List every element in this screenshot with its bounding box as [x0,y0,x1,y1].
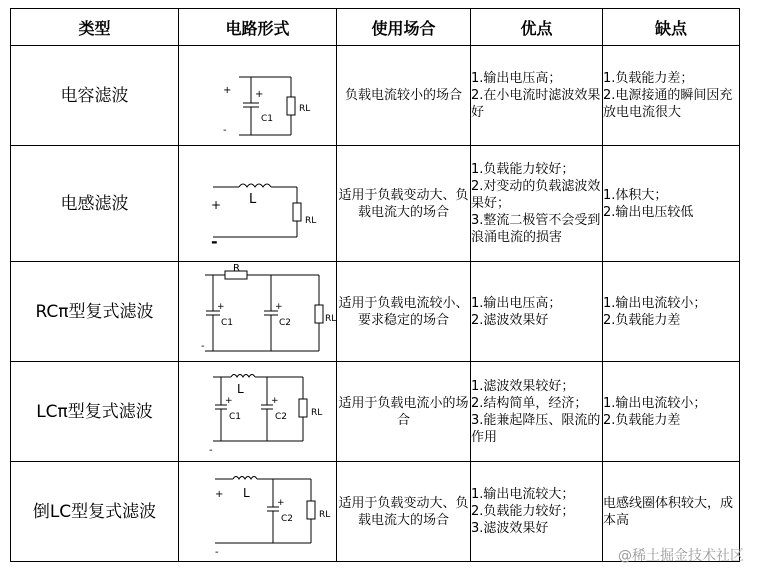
component-label: RL [325,313,337,324]
component-label: C1 [221,317,234,328]
filter-type: 电感滤波 [11,146,179,262]
pro-item: 1.输出电压高； [471,295,562,311]
minus-sign: - [223,124,227,136]
plus-sign: + [217,301,225,312]
pro-item: 2.在小电流时滤波效果好 [471,88,601,120]
cons-cell [603,262,740,362]
pro-item: 2.对变动的负载滤波效果好； [471,179,601,211]
component-label: C2 [281,513,294,524]
con-item: 2.电源接通的瞬间因充放电电流很大 [603,88,733,120]
circuit-diagram [179,146,337,262]
header-type: 类型 [11,9,179,46]
plus-sign: + [255,88,264,100]
con-item: 1.体积大； [603,187,668,203]
component-label: RL [311,407,323,418]
filter-type: 倒LC型复式滤波 [11,462,179,562]
con-item: 1.输出电流较小； [603,295,707,311]
pro-item: 2.结构简单，经济； [471,395,588,411]
pro-item: 1.滤波效果较好； [471,378,575,394]
minus-sign: - [201,340,205,352]
circuit-diagram [179,46,337,146]
filter-type: LCπ型复式滤波 [11,362,179,462]
use-case: 适用于负载电流小的场合 [337,362,471,462]
plus-sign: + [271,395,279,406]
pro-item: 1.输出电压高； [471,71,562,86]
watermark: @稀土掘金技术社区 [618,548,744,564]
use-case: 负载电流较小的场合 [337,46,471,146]
header-cons: 缺点 [603,9,740,46]
con-item: 1.负载能力差； [603,71,694,86]
plus-sign: + [215,488,224,500]
rc-pi-filter-diagram [179,263,337,361]
circuit-diagram [179,262,337,362]
use-case: 适用于负载电流较小、要求稳定的场合 [337,262,471,362]
plus-sign: + [211,197,222,212]
table-row [11,362,740,462]
component-label: C2 [275,411,288,422]
inverted-l-filter-diagram [179,463,337,561]
pro-item: 1.输出电流较大； [471,487,575,502]
pro-item: 2.滤波效果好 [471,312,549,328]
filter-type: 电容滤波 [11,46,179,146]
component-label: R [233,262,240,274]
minus-sign: - [215,546,219,558]
circuit-diagram [179,362,337,462]
component-label: RL [305,215,317,226]
con-item: 1.输出电流较小； [603,395,707,411]
cons-cell [603,146,740,262]
use-case: 适用于负载变动大、负载电流大的场合 [337,146,471,262]
lc-pi-filter-diagram [179,363,337,461]
capacitor-filter-diagram [179,47,337,145]
header-pros: 优点 [471,9,603,46]
use-case: 适用于负载变动大、负载电流大的场合 [337,462,471,562]
component-label: C1 [261,113,274,124]
table-row [11,46,740,146]
table-row [11,262,740,362]
header-circuit: 电路形式 [179,9,337,46]
pro-item: 3.整流二极管不会受到浪涌电流的损害 [471,213,601,245]
component-label: L [249,191,257,207]
plus-sign: + [225,395,233,406]
pros-cell [471,262,603,362]
con-item: 2.负载能力差 [603,412,681,428]
header-row [11,9,740,46]
pros-cell [471,146,603,262]
plus-sign: + [275,301,283,312]
pros-cell [471,46,603,146]
header-use: 使用场合 [337,9,471,46]
component-label: L [237,381,244,396]
component-label: RL [319,509,331,520]
pro-item: 3.能兼起降压、限流的作用 [471,412,601,445]
pro-item: 1.负载能力较好； [471,162,575,177]
pros-cell [471,362,603,462]
component-label: L [243,485,250,500]
component-label: RL [299,103,311,114]
con-item: 2.输出电压较低 [603,204,694,220]
circuit-diagram [179,462,337,562]
minus-sign: - [209,444,213,456]
con-item: 电感线圈体积较大，成本高 [603,495,734,528]
plus-sign: + [223,84,232,96]
cons-cell [603,362,740,462]
filter-type: RCπ型复式滤波 [11,262,179,362]
filter-comparison-table [10,8,740,562]
con-item: 2.负载能力差 [603,312,681,328]
component-label: C2 [279,317,292,328]
pros-cell [471,462,603,562]
table-row [11,146,740,262]
component-label: C1 [229,411,242,422]
cons-cell [603,46,740,146]
plus-sign: + [277,497,285,508]
pro-item: 2.负载能力较好； [471,504,575,519]
pro-item: 3.滤波效果好 [471,521,549,536]
minus-sign: - [211,231,218,251]
inductor-filter-diagram [179,147,337,261]
